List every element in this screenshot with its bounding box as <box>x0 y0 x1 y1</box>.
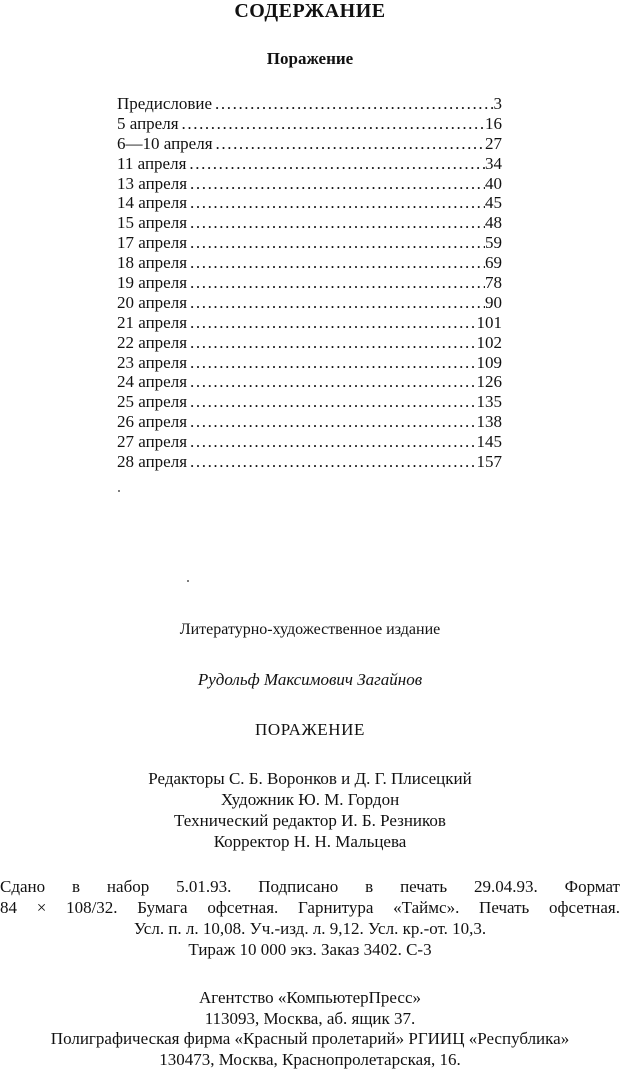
staff-line: Корректор Н. Н. Мальцева <box>213 832 407 851</box>
toc-entry <box>117 432 502 452</box>
publisher-line: 113093, Москва, аб. ящик 37. <box>204 1008 416 1028</box>
toc-leader <box>215 94 493 114</box>
print-speck <box>187 580 189 582</box>
book-title: ПОРАЖЕНИЕ <box>254 720 366 739</box>
toc-leader <box>216 134 485 154</box>
toc-entry-label: 13 апреля <box>117 173 188 193</box>
toc-entry-label: 23 апреля <box>117 352 188 372</box>
toc-leader <box>190 213 485 233</box>
toc-leader <box>190 253 485 273</box>
toc-leader <box>190 412 476 432</box>
toc-entry-label: 22 апреля <box>117 332 188 352</box>
toc-entry <box>117 253 502 273</box>
toc-entry <box>117 452 502 472</box>
publisher-line: 130473, Москва, Краснопролетарская, 16. <box>159 1049 461 1069</box>
toc-entry-label: 27 апреля <box>117 432 188 452</box>
toc-entry-label: 17 апреля <box>117 233 188 253</box>
toc-leader <box>190 273 485 293</box>
toc-entry-page: 145 <box>476 432 502 452</box>
toc-entry <box>117 213 502 233</box>
toc-entry-page: 135 <box>476 392 502 412</box>
toc-entry-label: 14 апреля <box>117 193 188 213</box>
print-speck <box>118 490 120 492</box>
author-name: Рудольф Максимович Загайнов <box>197 670 423 689</box>
toc-entry-page: 138 <box>476 412 502 432</box>
print-line: Усл. п. л. 10,08. Уч.-изд. л. 9,12. Усл. кр.-от. 10,3. <box>133 919 487 938</box>
staff-line: Художник Ю. М. Гордон <box>220 790 400 809</box>
toc-entry-label: 11 апреля <box>117 153 187 173</box>
toc-entry-page: 34 <box>485 153 502 173</box>
toc-leader <box>190 233 485 253</box>
toc-entry-page: 126 <box>476 372 502 392</box>
toc-entry-label: 24 апреля <box>117 372 188 392</box>
toc-leader <box>190 193 485 213</box>
toc-entry-label: 6—10 апреля <box>117 133 213 153</box>
print-line: Тираж 10 000 экз. Заказ 3402. С-3 <box>188 940 432 959</box>
toc-entry-label: 19 апреля <box>117 273 188 293</box>
toc-entry-page: 90 <box>485 292 502 312</box>
toc-entry-page: 102 <box>476 332 502 352</box>
print-details <box>0 876 620 960</box>
toc-entry <box>117 114 502 134</box>
toc-entry <box>117 174 502 194</box>
toc-entry-page: 27 <box>485 133 502 153</box>
toc-entry-label: 18 апреля <box>117 253 188 273</box>
part-title: Поражение <box>266 49 354 68</box>
toc-entry <box>117 333 502 353</box>
toc-entry <box>117 134 502 154</box>
toc-entry-page: 40 <box>485 173 502 193</box>
publisher-line: Агентство «КомпьютерПресс» <box>198 988 421 1007</box>
toc-entry <box>117 154 502 174</box>
toc-entry-label: 5 апреля <box>117 113 179 133</box>
toc-entry <box>117 94 502 114</box>
toc-entry-label: 25 апреля <box>117 392 188 412</box>
toc-entry-page: 69 <box>485 253 502 273</box>
toc-entry-page: 109 <box>476 352 502 372</box>
toc-leader <box>190 353 476 373</box>
toc-entry <box>117 392 502 412</box>
publisher-line: Полиграфическая фирма «Красный пролетарий» РГИИЦ «Республика» <box>50 1029 570 1048</box>
toc-entry-page: 59 <box>485 233 502 253</box>
staff-line: Редакторы С. Б. Воронков и Д. Г. Плисецкий <box>148 769 472 788</box>
toc-entry-label: 20 апреля <box>117 292 188 312</box>
contents-heading: СОДЕРЖАНИЕ <box>234 0 386 22</box>
toc-entry <box>117 372 502 392</box>
toc-leader <box>190 293 485 313</box>
toc-entry <box>117 193 502 213</box>
toc-entry-page: 101 <box>476 312 502 332</box>
toc-leader <box>190 372 476 392</box>
staff-line: Технический редактор И. Б. Резников <box>174 811 446 830</box>
toc-leader <box>190 392 476 412</box>
toc-entry-page: 16 <box>485 113 502 133</box>
toc-leader <box>190 174 485 194</box>
table-of-contents <box>117 94 502 472</box>
toc-entry-label: 21 апреля <box>117 312 188 332</box>
toc-leader <box>182 114 485 134</box>
toc-entry-label: 28 апреля <box>117 452 188 472</box>
print-line: Сдано в набор 5.01.93. Подписано в печать 29.04.93. Формат <box>0 877 620 896</box>
toc-entry <box>117 273 502 293</box>
toc-leader <box>190 432 476 452</box>
toc-entry-page: 78 <box>485 273 502 293</box>
toc-entry-page: 48 <box>485 213 502 233</box>
toc-entry-page: 3 <box>493 94 502 113</box>
toc-entry <box>117 313 502 333</box>
toc-entry-page: 157 <box>476 452 502 472</box>
toc-leader <box>190 333 476 353</box>
toc-entry <box>117 412 502 432</box>
toc-entry-label: 15 апреля <box>117 213 188 233</box>
toc-leader <box>190 452 476 472</box>
edition-type: Литературно-художественное издание <box>179 621 441 638</box>
toc-entry <box>117 353 502 373</box>
editorial-staff <box>0 768 620 852</box>
toc-leader <box>189 154 485 174</box>
toc-entry-label: 26 апреля <box>117 412 188 432</box>
toc-leader <box>190 313 476 333</box>
toc-entry-page: 45 <box>485 193 502 213</box>
toc-entry-label: Предисловие <box>117 94 213 113</box>
print-line: 84 × 108/32. Бумага офсетная. Гарнитура «Таймс». Печать офсетная. <box>0 898 620 917</box>
publisher-info <box>0 988 620 1070</box>
toc-entry <box>117 293 502 313</box>
toc-entry <box>117 233 502 253</box>
